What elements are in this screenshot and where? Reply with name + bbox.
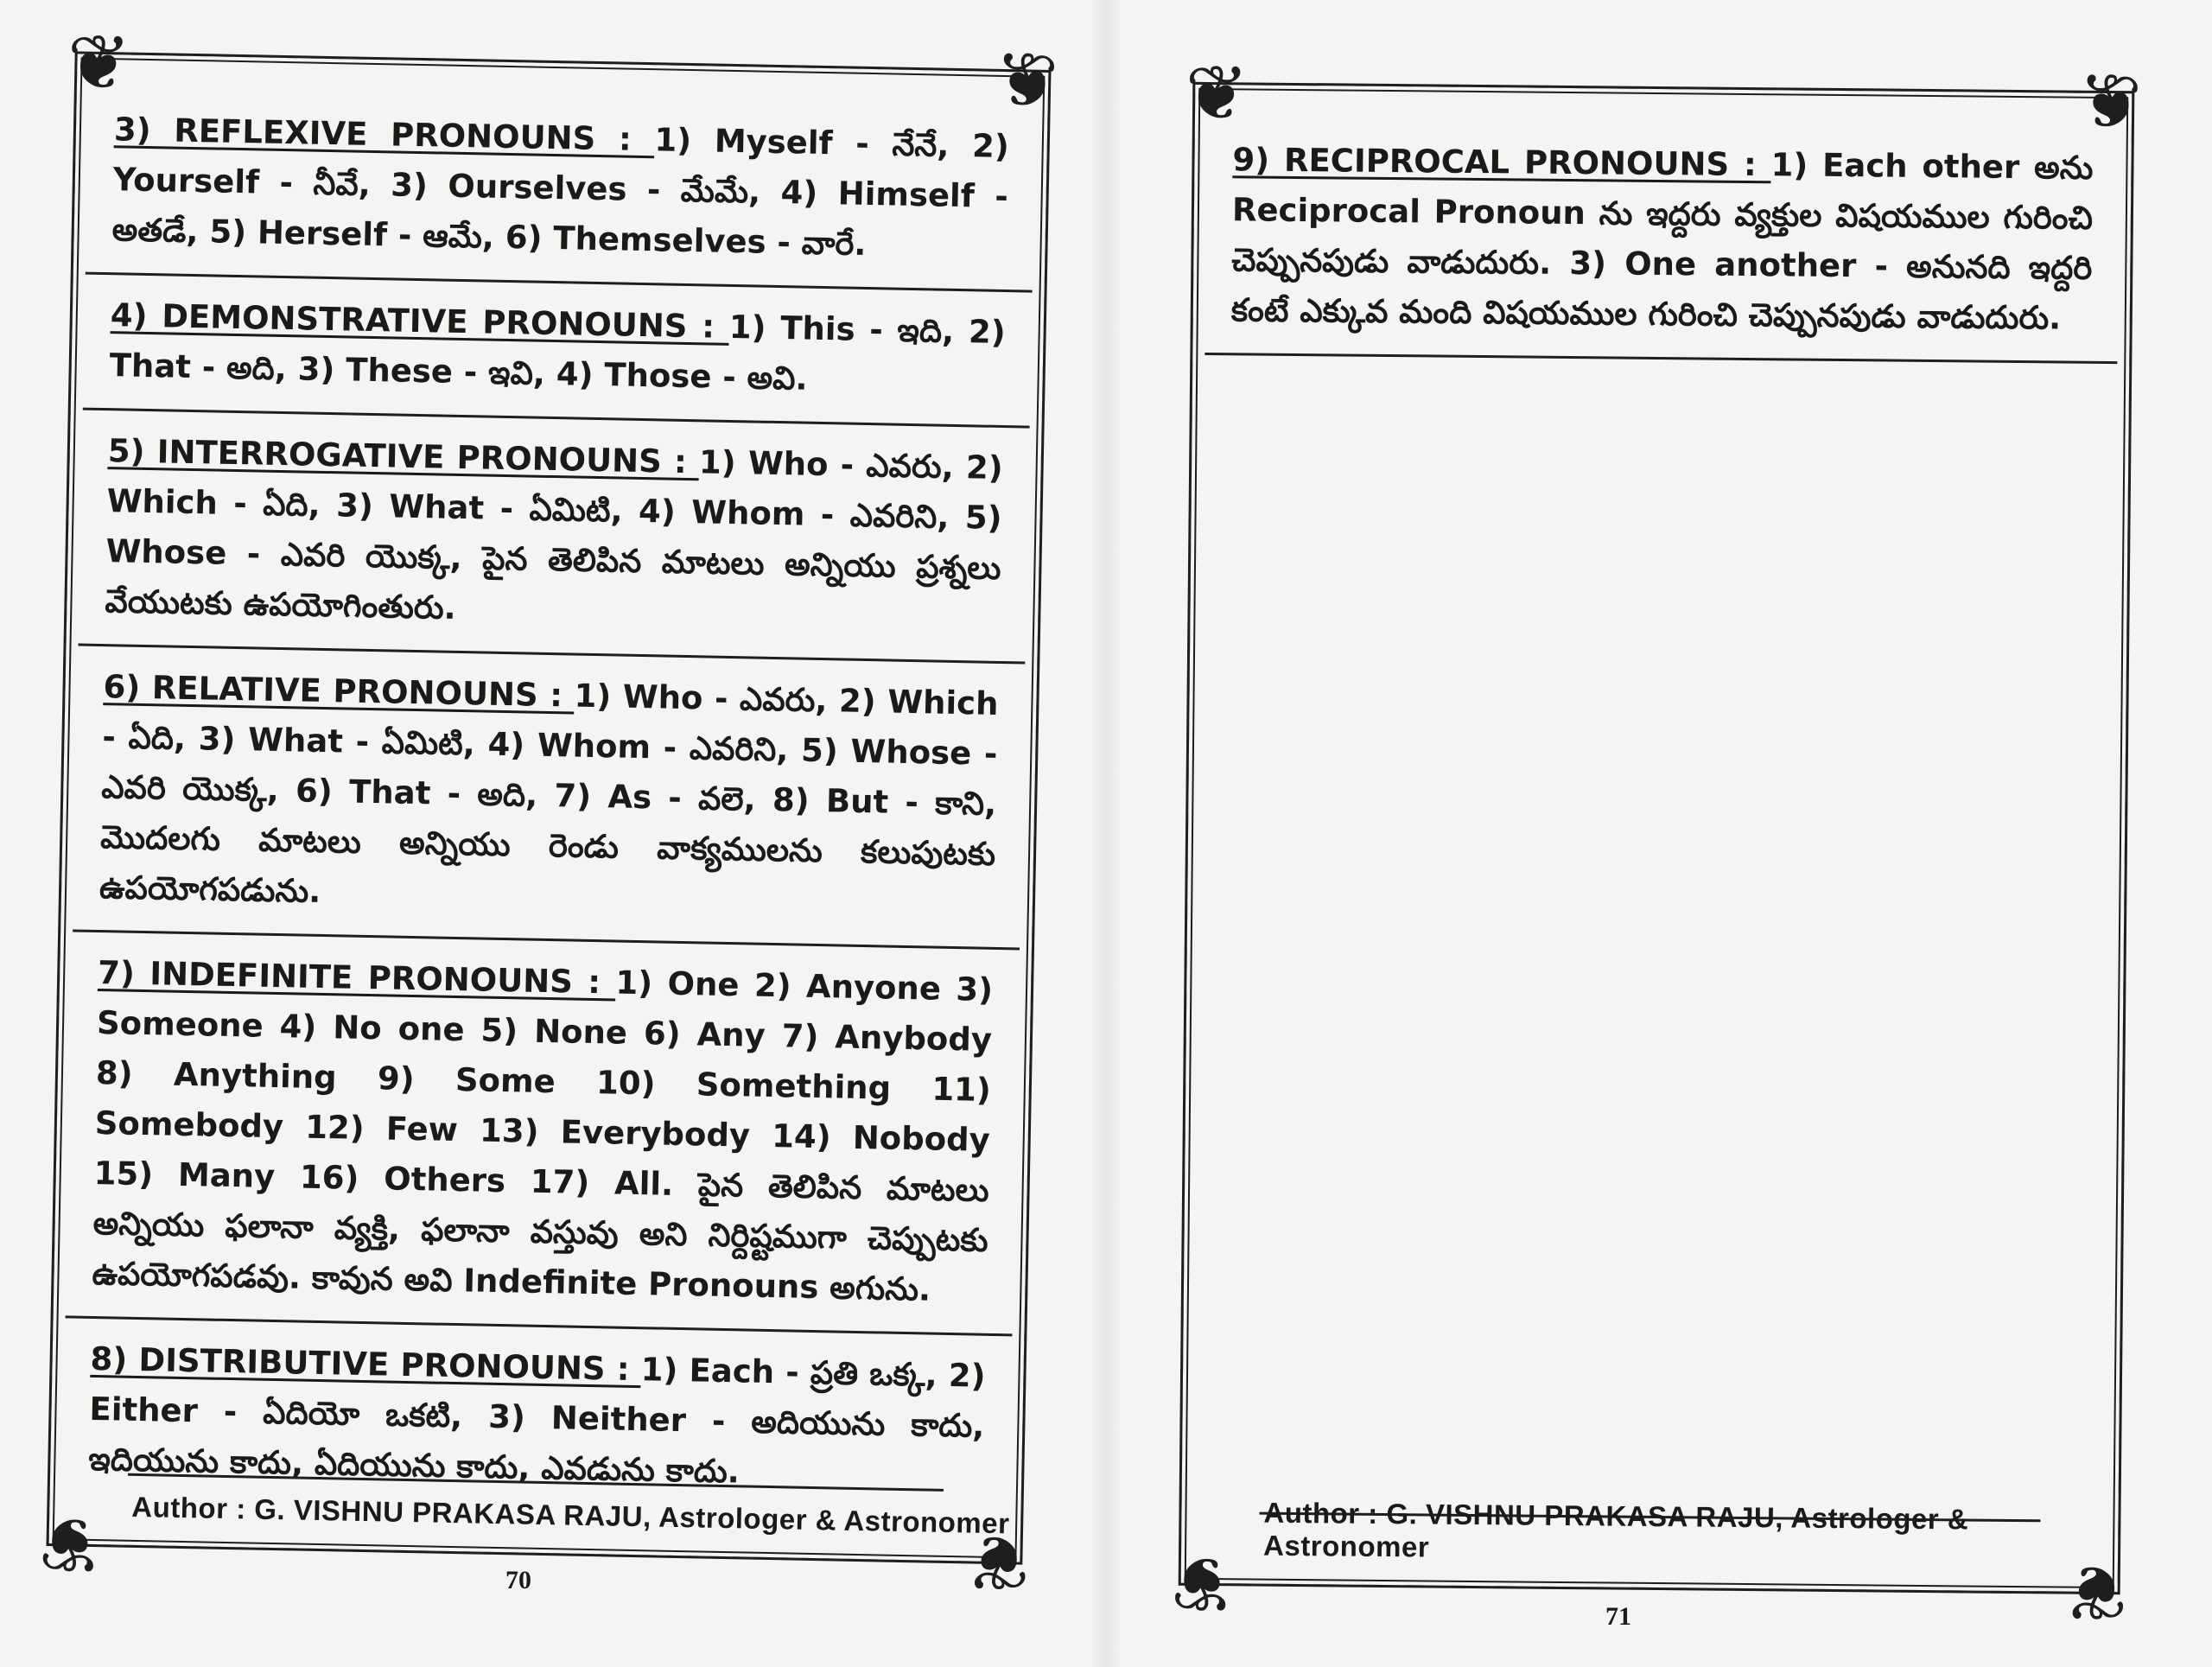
ornament-corner-icon: ❦ bbox=[66, 17, 132, 108]
author-credit: Author : G. VISHNU PRAKASA RAJU, Astrologer & Astronomer bbox=[131, 1490, 1010, 1540]
page-number: 70 bbox=[505, 1566, 531, 1594]
section-heading: 6) RELATIVE PRONOUNS : bbox=[103, 668, 575, 715]
section-body: 1) One 2) Anyone 3) Someone 4) No one 5) None 6) Any 7) Anybody 8) Anything 9) Some 10) Something 11) Somebody 12) Few 13) Everybody 14) Nobody 15) Many 16) Others 17) All. పైన తెలిపిన మాటలు అన్నియు ఫలానా వ్యక్తి, ఫలానా వస్తువు అని నిర్దిష్టముగా చెప్పుటకు ఉపయోగపడవు. కావున అవి Indefinite Pronouns అగును. bbox=[92, 964, 994, 1308]
left-page-content bbox=[61, 89, 1035, 1520]
right-page-content bbox=[1205, 119, 2120, 364]
page-number: 71 bbox=[1605, 1602, 1631, 1631]
section-heading: 4) DEMONSTRATIVE PRONOUNS : bbox=[110, 296, 730, 346]
ornament-corner-icon: ❦ bbox=[2063, 1547, 2129, 1638]
section-body: 1) Each other అను Reciprocal Pronoun ను ఇద్దరు వ్యక్తుల విషయముల గురించి చెప్పునపుడు వాడుదురు. 3) One another - అనునది ఇద్దరి కంటే ఎక్కువ మంది విషయముల గురించి చెప్పునపుడు వాడుదురు. bbox=[1230, 146, 2094, 337]
section-body: 1) Myself - నేనే, 2) Yourself - నీవే, 3) Ourselves - మేమే, 4) Himself - అతడే, 5) Herself - ఆమే, 6) Themselves - వారే. bbox=[111, 121, 1010, 263]
section-heading: 5) INTERROGATIVE PRONOUNS : bbox=[107, 432, 700, 481]
section-relative-pronouns bbox=[73, 646, 1025, 951]
section-heading: 8) DISTRIBUTIVE PRONOUNS : bbox=[90, 1339, 642, 1389]
ornament-corner-icon: ❦ bbox=[1184, 48, 1249, 138]
section-interrogative-pronouns bbox=[78, 410, 1029, 665]
section-body: 1) Who - ఎవరు, 2) Which - ఏది, 3) What - ఏమిటి, 4) Whom - ఎవరిని, 5) Whose - ఎవరి యొక్క, పైన తెలిపిన మాటలు అన్నియు ప్రశ్నలు వేయుటకు ఉపయోగింతురు. bbox=[105, 443, 1004, 627]
book-gutter bbox=[1090, 0, 1122, 1667]
section-indefinite-pronouns bbox=[66, 932, 1020, 1336]
section-body: 1) This - ఇది, 2) That - అది, 3) These - ఇవి, 4) Those - అవి. bbox=[109, 308, 1007, 398]
section-body: 1) Who - ఎవరు, 2) Which - ఏది, 3) What - ఏమిటి, 4) Whom - ఎవరిని, 5) Whose - ఎవరి యొక్క, 6) That - అది, 7) As - వలె, 8) But - కాని, మొదలగు మాటలు అన్నియు రెండు వాక్యములను కలుపుటకు ఉపయోగపడును. bbox=[99, 677, 999, 910]
ornament-corner-icon: ❦ bbox=[994, 35, 1060, 126]
ornament-corner-icon: ❦ bbox=[965, 1517, 1032, 1607]
ornament-corner-icon: ❦ bbox=[37, 1498, 104, 1590]
section-reflexive-pronouns bbox=[86, 89, 1036, 293]
section-heading: 3) REFLEXIVE PRONOUNS : bbox=[113, 111, 655, 159]
section-heading: 7) INDEFINITE PRONOUNS : bbox=[97, 954, 616, 1002]
ornament-corner-icon: ❦ bbox=[2077, 56, 2143, 147]
author-credit: Author : G. VISHNU PRAKASA RAJU, Astrologer & Astronomer bbox=[1262, 1496, 1969, 1563]
section-heading: 9) RECIPROCAL PRONOUNS : bbox=[1232, 141, 1771, 184]
section-demonstrative-pronouns bbox=[83, 275, 1033, 429]
section-body: 1) Each - ప్రతి ఒక్క, 2) Either - ఏదియో ఒకటి, 3) Neither - అదియును కాదు, ఇదియును కాదు, ఏదియును కాదు, ఎవడును కాదు. bbox=[88, 1351, 986, 1491]
section-reciprocal-pronouns bbox=[1205, 119, 2120, 364]
ornament-corner-icon: ❦ bbox=[1170, 1538, 1236, 1629]
